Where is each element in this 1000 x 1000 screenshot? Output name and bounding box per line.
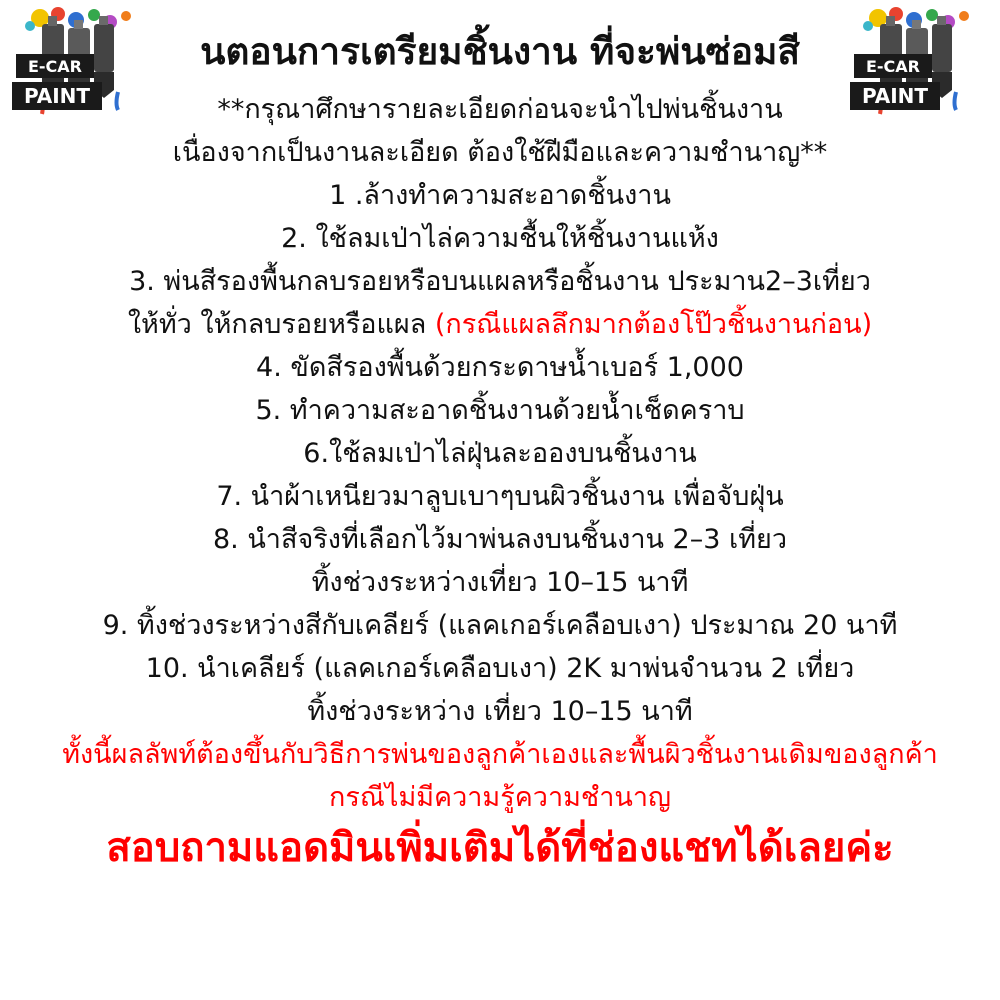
list-item: ทิ้งช่วงระหว่าง เที่ยว 10–15 นาที <box>307 696 693 727</box>
list-item: 7. นำผ้าเหนียวมาลูบเบาๆบนผิวชิ้นงาน เพื่อจับฝุ่น <box>216 481 784 512</box>
list-item: 10. นำเคลียร์ (แลคเกอร์เคลือบเงา) 2K มาพ่นจำนวน 2 เที่ยว <box>145 653 855 684</box>
logo-line2: PAINT <box>23 84 91 108</box>
call-to-action: สอบถามแอดมินเพิ่มเติมได้ที่ช่องแชทได้เลยค่ะ <box>106 825 894 871</box>
list-item: 9. ทิ้งช่วงระหว่างสีกับเคลียร์ (แลคเกอร์เคลือบเงา) ประมาณ 20 นาที <box>102 610 898 641</box>
list-item: 6.ใช้ลมเป่าไล่ฝุ่นละอองบนชิ้นงาน <box>303 438 697 469</box>
list-item: เนื่องจากเป็นงานละเอียด ต้องใช้ฝีมือและความชำนาญ** <box>172 137 828 168</box>
list-item: 2. ใช้ลมเป่าไล่ความชื้นให้ชิ้นงานแห้ง <box>281 223 719 254</box>
instruction-list <box>0 88 1000 877</box>
list-item-text: ให้ทั่ว ให้กลบรอยหรือแผล <box>127 309 435 340</box>
logo-line1: E-CAR <box>27 57 83 76</box>
page-title: นตอนการเตรียมชิ้นงาน ที่จะพ่นซ่อมสี <box>200 30 800 73</box>
logo-line1: E-CAR <box>865 57 921 76</box>
disclaimer-line: ทั้งนี้ผลลัพท์ต้องขึ้นกับวิธีการพ่นของลูกค้าเองและพื้นผิวชิ้นงานเดิมของลูกค้า <box>62 739 938 770</box>
list-item: 4. ขัดสีรองพื้นด้วยกระดาษน้ำเบอร์ 1,000 <box>256 352 744 383</box>
list-item: 5. ทำความสะอาดชิ้นงานด้วยน้ำเช็ดคราบ <box>255 395 745 426</box>
list-item-with-note <box>0 303 1000 346</box>
logo-line2: PAINT <box>861 84 929 108</box>
list-item: **กรุณาศึกษารายละเอียดก่อนจะนำไปพ่นชิ้นงาน <box>217 94 783 125</box>
list-item: 8. นำสีจริงที่เลือกไว้มาพ่นลงบนชิ้นงาน 2–3 เที่ยว <box>213 524 787 555</box>
list-item-note: (กรณีแผลลึกมากต้องโป๊วชิ้นงานก่อน) <box>434 309 873 340</box>
list-item: ทิ้งช่วงระหว่างเที่ยว 10–15 นาที <box>311 567 689 598</box>
list-item: 1 .ล้างทำความสะอาดชิ้นงาน <box>329 180 671 211</box>
disclaimer-line: กรณีไม่มีความรู้ความชำนาญ <box>328 782 672 813</box>
list-item: 3. พ่นสีรองพื้นกลบรอยหรือบนแผลหรือชิ้นงาน ประมาน2–3เที่ยว <box>129 266 871 297</box>
